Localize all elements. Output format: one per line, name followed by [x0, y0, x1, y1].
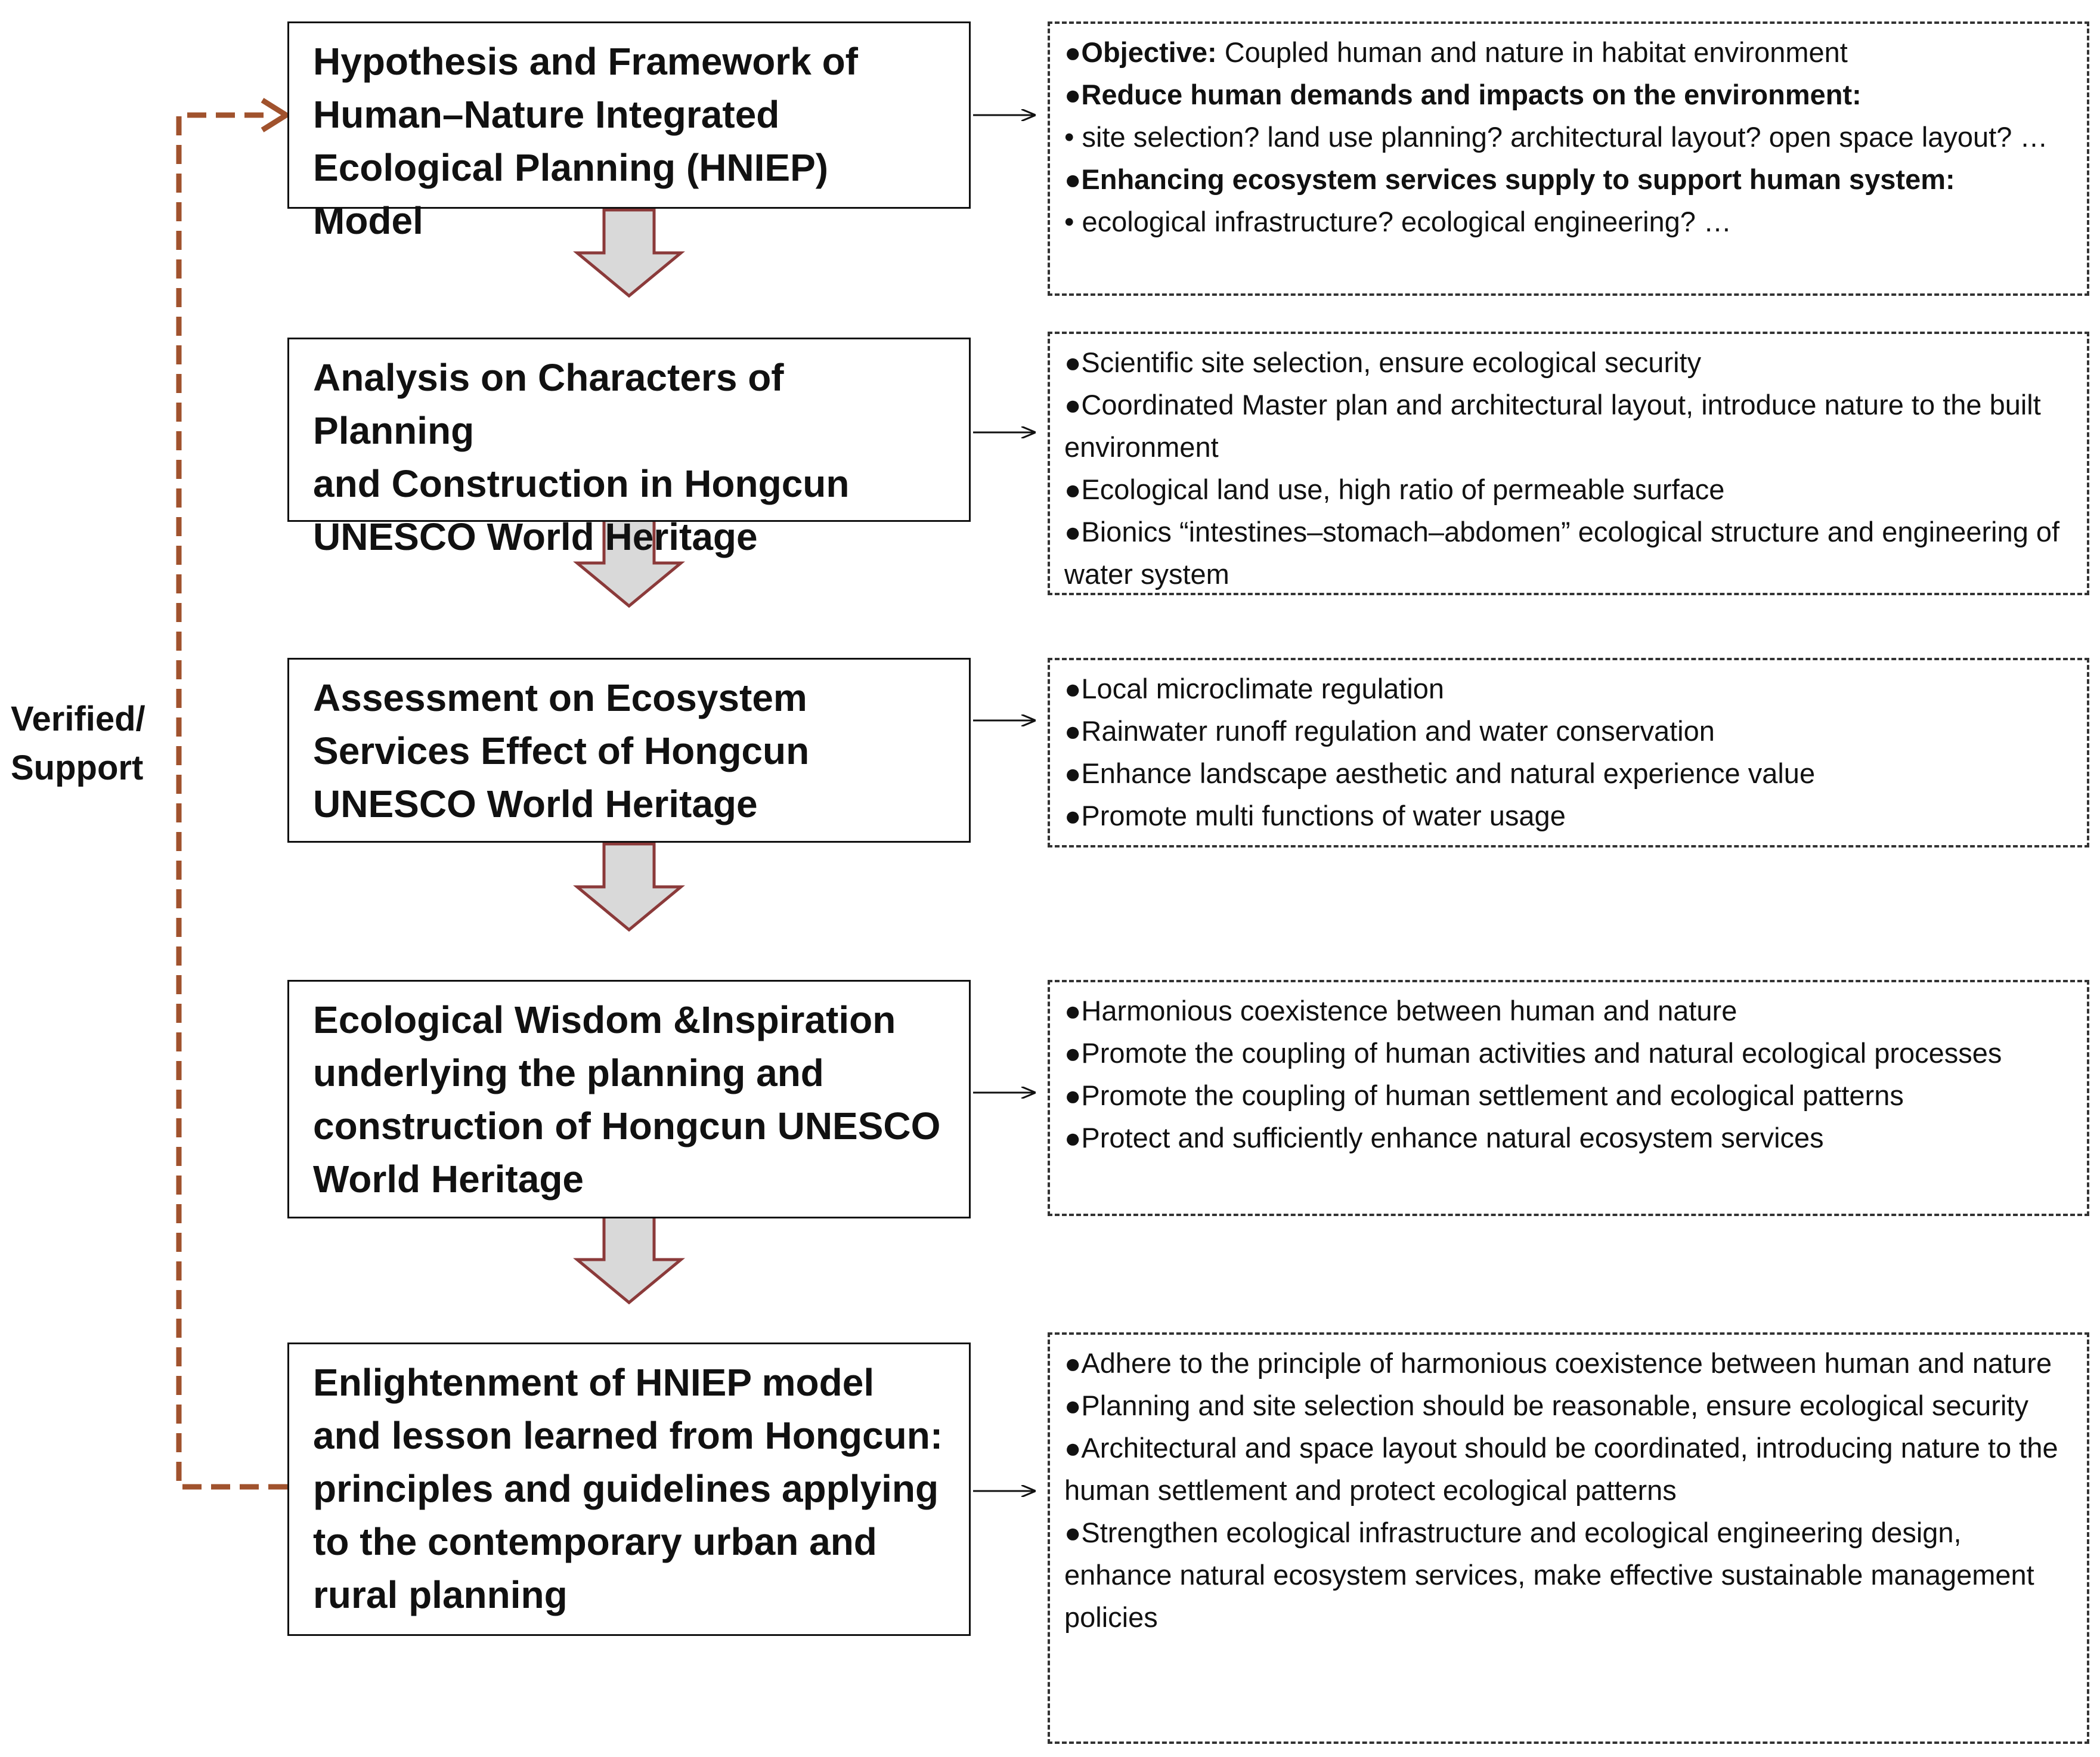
note-text: Coupled human and nature in habitat environment	[1216, 36, 1848, 68]
step-title-line: Hypothesis and Framework of	[313, 40, 858, 83]
note-line: ●Reduce human demands and impacts on the environment:	[1064, 79, 1861, 110]
step-box-assessment	[287, 658, 971, 843]
step-box-enlightenment	[287, 1343, 971, 1636]
note-line: ●Enhance landscape aesthetic and natural experience value	[1064, 757, 1816, 789]
verified-support-label	[11, 695, 145, 793]
note-box-enlightenment	[1048, 1332, 2089, 1744]
note-line: ●Promote the coupling of human settlement and ecological patterns	[1064, 1079, 1904, 1111]
feedback-arrow-line	[179, 115, 287, 1487]
step-box-wisdom	[287, 980, 971, 1218]
note-line: • site selection? land use planning? architectural layout? open space layout? …	[1064, 121, 2048, 153]
step-title-line: Assessment on Ecosystem	[313, 676, 807, 719]
note-line: ●Strengthen ecological infrastructure and ecological engineering design, enhance natural ecosystem services, make effective sustainable management policies	[1064, 1517, 2034, 1633]
note-line: ●Local microclimate regulation	[1064, 673, 1445, 704]
step-title-line: UNESCO World Heritage	[313, 515, 758, 558]
down-arrow-4	[577, 1217, 681, 1303]
step-title-line: and lesson learned from Hongcun:	[313, 1414, 943, 1457]
step-title-line: Analysis on Characters of Planning	[313, 356, 784, 452]
step-title-line: World Heritage	[313, 1158, 584, 1201]
note-line: ●Planning and site selection should be reasonable, ensure ecological security	[1064, 1390, 2028, 1421]
step-title-line: UNESCO World Heritage	[313, 782, 758, 825]
note-line: ●Enhancing ecosystem services supply to support human system:	[1064, 163, 1955, 195]
note-line: • ecological infrastructure? ecological engineering? …	[1064, 206, 1732, 237]
step-title-line: to the contemporary urban and	[313, 1520, 877, 1563]
side-label-line-1: Verified/	[11, 700, 145, 738]
note-box-assessment	[1048, 658, 2089, 847]
note-line: ●Bionics “intestines–stomach–abdomen” ecological structure and engineering of water system	[1064, 516, 2060, 590]
step-box-analysis	[287, 338, 971, 558]
note-line: ●Ecological land use, high ratio of permeable surface	[1064, 474, 1725, 505]
note-box-hypothesis	[1048, 21, 2089, 296]
step-title-line: Services Effect of Hongcun	[313, 729, 810, 772]
note-line: ●Rainwater runoff regulation and water conservation	[1064, 715, 1715, 747]
step-title-line: Enlightenment of HNIEP model	[313, 1361, 875, 1404]
feedback-arrow-head	[262, 100, 286, 130]
step-title-line: and Construction in Hongcun	[313, 462, 850, 505]
side-label-line-2: Support	[11, 748, 144, 787]
note-box-wisdom	[1048, 980, 2089, 1216]
note-line: ●Protect and sufficiently enhance natural ecosystem services	[1064, 1122, 1824, 1153]
step-title-line: Human–Nature Integrated	[313, 93, 780, 136]
note-line: ●Scientific site selection, ensure ecological security	[1064, 347, 1702, 378]
down-arrow-3	[577, 844, 681, 930]
note-line	[1064, 31, 2075, 73]
step-title-line: principles and guidelines applying	[313, 1467, 939, 1510]
step-title-line: Ecological Wisdom &Inspiration	[313, 998, 896, 1041]
note-line: ●Harmonious coexistence between human and nature	[1064, 995, 1737, 1026]
note-lead: ●Objective:	[1064, 36, 1217, 68]
note-line: ●Architectural and space layout should be coordinated, introducing nature to the human settlement and protect ecological patterns	[1064, 1432, 2058, 1506]
note-box-analysis	[1048, 332, 2089, 595]
note-line: ●Promote the coupling of human activities and natural ecological processes	[1064, 1037, 2002, 1069]
step-title-line: construction of Hongcun UNESCO	[313, 1105, 941, 1147]
note-line: ●Coordinated Master plan and architectural layout, introduce nature to the built environment	[1064, 389, 2041, 463]
step-title-line: Ecological Planning (HNIEP) Model	[313, 146, 829, 242]
step-title-line: rural planning	[313, 1573, 568, 1616]
note-line: ●Adhere to the principle of harmonious coexistence between human and nature	[1064, 1347, 2052, 1379]
note-line: ●Promote multi functions of water usage	[1064, 800, 1566, 831]
step-title-line: underlying the planning and	[313, 1051, 824, 1094]
step-box-hypothesis	[287, 21, 971, 242]
